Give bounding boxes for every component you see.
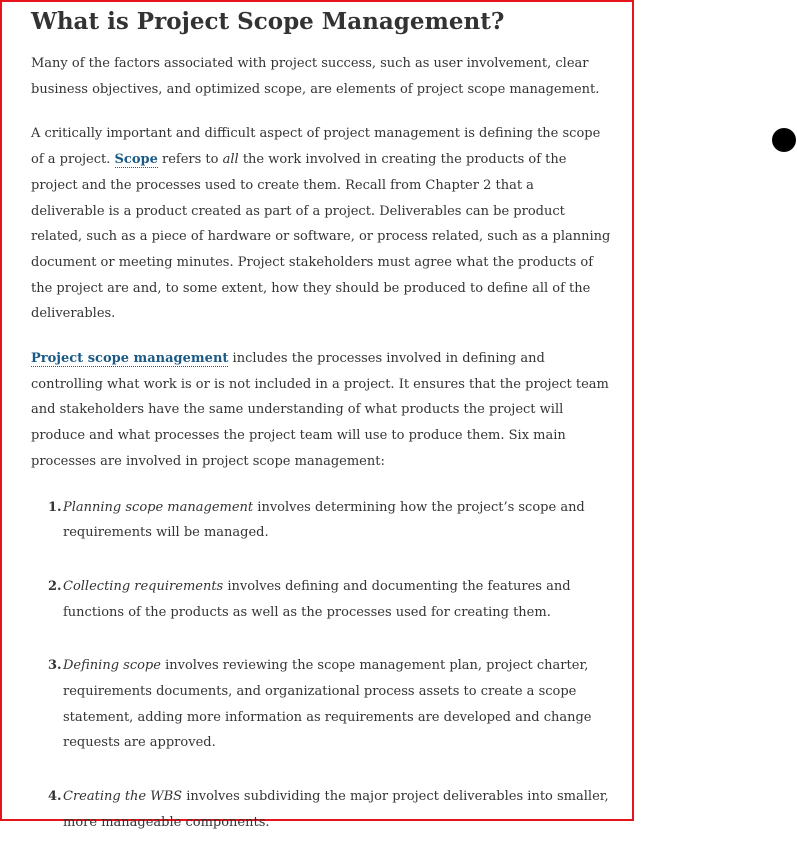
list-item-term: Creating the WBS: [63, 789, 183, 805]
emphasis-all: all: [222, 152, 239, 168]
paragraph-scope-text-1: A critically important and difficult aspect of project management is defining the scope of a project.: [31, 126, 601, 168]
list-item: [48, 784, 611, 835]
list-item-number: 3.: [48, 658, 62, 674]
paragraph-scope-text-3: the work involved in creating the products of the project and the processes used to create them. Recall from Chapter 2 that a deliverable is a product created as part of a project. Deliverables can be product related, such as a piece of hardware or software, or process related, such as a planning document or meeting minutes. Project stakeholders must agree what the products of the project are and, to some extent, how they should be produced to define all of the deliverables.: [31, 152, 611, 322]
scope-link[interactable]: Scope: [114, 152, 158, 168]
list-item-number: 2.: [48, 578, 62, 594]
paragraph-intro: Many of the factors associated with project success, such as user involvement, clear business objectives, and optimized scope, are elements of project scope management.: [31, 56, 600, 97]
list-item: [48, 495, 611, 546]
project-scope-management-link[interactable]: Project scope management: [31, 351, 229, 367]
list-item-number: 1.: [48, 499, 62, 515]
paragraph-scope-management-text: includes the processes involved in defining and controlling what work is or is not included in a project. It ensures that the project team and stakeholders have the same understanding of what products the project will produce and what processes the project team will use to produce them. Six main processes are involved in project scope management:: [31, 351, 609, 469]
process-list: [31, 495, 611, 836]
article: [31, 0, 611, 864]
list-item-text: involves determining how the project’s scope and requirements will be managed.: [63, 499, 585, 541]
list-item-term: Defining scope: [63, 658, 161, 674]
paragraph-scope-management: [31, 346, 611, 475]
paragraph-scope-text-2: refers to: [157, 152, 223, 168]
list-item-text: involves subdividing the major project deliverables into smaller, more manageable components.: [63, 789, 609, 830]
cursor-dot: [772, 128, 796, 152]
list-item-number: 4.: [48, 789, 62, 805]
paragraph-scope: [31, 121, 611, 327]
list-item-term: Collecting requirements: [63, 578, 224, 594]
list-item: [48, 653, 611, 756]
list-item-text: involves reviewing the scope management plan, project charter, requirements documents, and organizational process assets to create a scope statement, adding more information as requirements are developed and change requests are approved.: [63, 658, 592, 751]
list-item: [48, 574, 611, 625]
list-item-text: involves defining and documenting the features and functions of the products as well as the processes used for creating them.: [63, 578, 571, 620]
page-title: What is Project Scope Management?: [31, 8, 505, 35]
list-item-term: Planning scope management: [63, 499, 254, 515]
